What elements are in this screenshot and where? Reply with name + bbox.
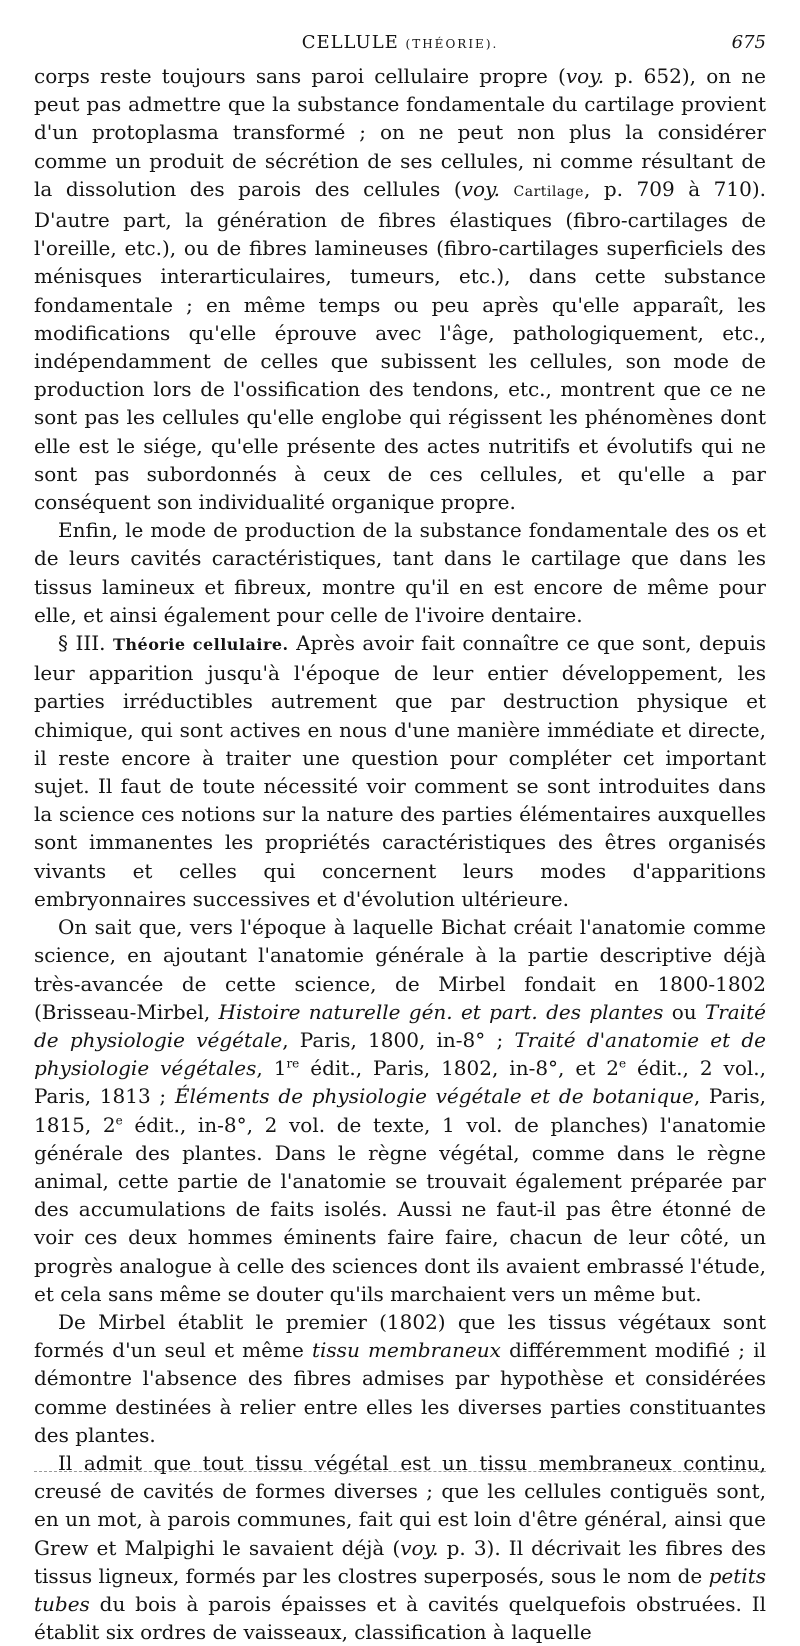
- footer-rule: [34, 1471, 766, 1473]
- text-run: , Paris, 1800, in-8° ;: [282, 1027, 515, 1052]
- text-run: édit., Paris, 1802, in-8°, et 2: [299, 1056, 619, 1081]
- italic-run: Éléments de physiologie végétale et de botanique: [174, 1084, 694, 1109]
- paragraph-6: [34, 1449, 766, 1646]
- text-run: , Paris, 1815, 2: [34, 1084, 766, 1137]
- text-run: Il admit que tout tissu végétal est un tissu membraneux continu, creusé de cavités de formes diverses ; que les cellules contiguës sont, en un mot, à parois communes, fait qui est loin d'être général, ainsi que Grew et Malpighi le savaient déjà (: [34, 1450, 766, 1560]
- running-header: [34, 30, 766, 56]
- paragraph-5: [34, 1308, 766, 1449]
- small-caps-run: Cartilage: [513, 183, 584, 200]
- text-run: ou: [663, 999, 705, 1024]
- text-run: p. 3). Il décrivait les fibres des tissus ligneux, formés par les clostres superposés, sous le nom de: [34, 1535, 767, 1588]
- paragraph-1: [34, 62, 766, 516]
- italic-run: tissu membraneux: [311, 1338, 501, 1363]
- page-number: 675: [731, 32, 766, 53]
- section-mark: § III.: [58, 631, 106, 656]
- text-run: [500, 177, 514, 201]
- body-text: [34, 62, 766, 1646]
- italic-run: voy.: [400, 1535, 439, 1560]
- text-run: édit., in-8°, 2 vol. de texte, 1 vol. de planches) l'anatomie générale des plantes. Dans le règne végétal, comme dans le règne animal, cette partie de l'anatomie se trouvait également préparée par des accumulations de faits isolés. Aussi ne faut-il pas être étonné de voir ces deux hommes éminents faire faire, chacun de leur côté, un progrès analogue à celle des sciences dont ils avaient embrassé l'étude, et cela sans même se douter qu'ils marchaient vers un même but.: [34, 1112, 766, 1306]
- paragraph-3-section-heading: [34, 629, 766, 913]
- running-title: [34, 32, 766, 53]
- text-run: , p. 709 à 710). D'autre part, la génération de fibres élastiques (fibro-cartilages de l'oreille, etc.), ou de fibres lamineuses (fibro-cartilages superficiels des ménisques interarticulaires, tumeurs, etc.), dans cette substance fondamentale ; en même temps ou peu après qu'elle apparaît, les modifications qu'elle éprouve avec l'âge, pathologiquement, etc., indépendamment de celles que subissent les cellules, son mode de production lors de l'ossification des tendons, etc., montrent que ce ne sont pas les cellules qu'elle englobe qui régissent les phénomènes dont elle est le siége, qu'elle présente des actes nutritifs et évolutifs qui ne sont pas subordonnés à ceux de ces cellules, et qu'elle a par conséquent son individualité organique propre.: [34, 176, 767, 515]
- text-run: Après avoir fait connaître ce que sont, depuis leur apparition jusqu'à l'époque de leur entier développement, les parties irréductibles autrement que par destruction physique et chimique, qui sont actives en nous d'une manière immédiate et directe, il reste encore à traiter une question pour compléter cet important sujet. Il faut de toute nécessité voir comment se sont introduites dans la science ces notions sur la nature des parties élémentaires auxquelles sont immanentes les propriétés caractéristiques des êtres organisés vivants et celles qui concernent leurs modes d'apparitions embryonnaires successives et d'évolution ultérieure.: [34, 631, 766, 911]
- italic-run: Histoire naturelle gén. et part. des plantes: [218, 999, 664, 1024]
- superscript: e: [618, 1056, 627, 1071]
- header-title: CELLULE: [301, 32, 399, 53]
- paragraph-2: Enfin, le mode de production de la substance fondamentale des os et de leurs cavités caractéristiques, tant dans le cartilage que dans les tissus lamineux et fibreux, montre qu'il en est encore de même pour elle, et ainsi également pour celle de l'ivoire dentaire.: [34, 518, 766, 627]
- text-run: corps reste toujours sans paroi cellulaire propre (: [34, 64, 566, 88]
- text-run: , 1: [256, 1056, 287, 1081]
- section-title: Théorie cellulaire.: [112, 635, 289, 655]
- italic-run: Traité d'anatomie et de physiologie végétales: [34, 1027, 767, 1081]
- text-run: p. 652), on ne peut pas admettre que la substance fondamentale du cartilage provient d'un protoplasma transformé ; on ne peut non plus la considérer comme un produit de sécrétion de ses cellules, ni comme résultant de la dissolution des parois des cellules (: [34, 64, 767, 201]
- paragraph-4: [34, 913, 766, 1308]
- text-run: différemment modifié ; il démontre l'absence des fibres admises par hypothèse et considérées comme destinées à relier entre elles les diverses parties constituantes des plantes.: [34, 1338, 766, 1447]
- text-run: du bois à parois épaisses et à cavités quelquefois obstruées. Il établit six ordres de vaisseaux, classification à laquelle: [34, 1591, 766, 1645]
- italic-run: voy.: [565, 64, 605, 88]
- italic-run: petits tubes: [34, 1563, 766, 1616]
- italic-run: Traité de physiologie végétale: [34, 999, 766, 1052]
- text-run: édit., 2 vol., Paris, 1813 ;: [34, 1056, 766, 1109]
- header-subtitle: (THÉORIE).: [405, 37, 499, 51]
- italic-run: voy.: [461, 176, 500, 201]
- text-run: On sait que, vers l'époque à laquelle Bichat créait l'anatomie comme science, en ajoutant l'anatomie générale à la partie descriptive déjà très-avancée de cette science, de Mirbel fondait en 1800-1802 (Brisseau-Mirbel,: [34, 915, 766, 1024]
- superscript: e: [115, 1112, 123, 1127]
- superscript: re: [286, 1056, 300, 1071]
- text-run: De Mirbel établit le premier (1802) que les tissus végétaux sont formés d'un seul et même: [34, 1309, 766, 1363]
